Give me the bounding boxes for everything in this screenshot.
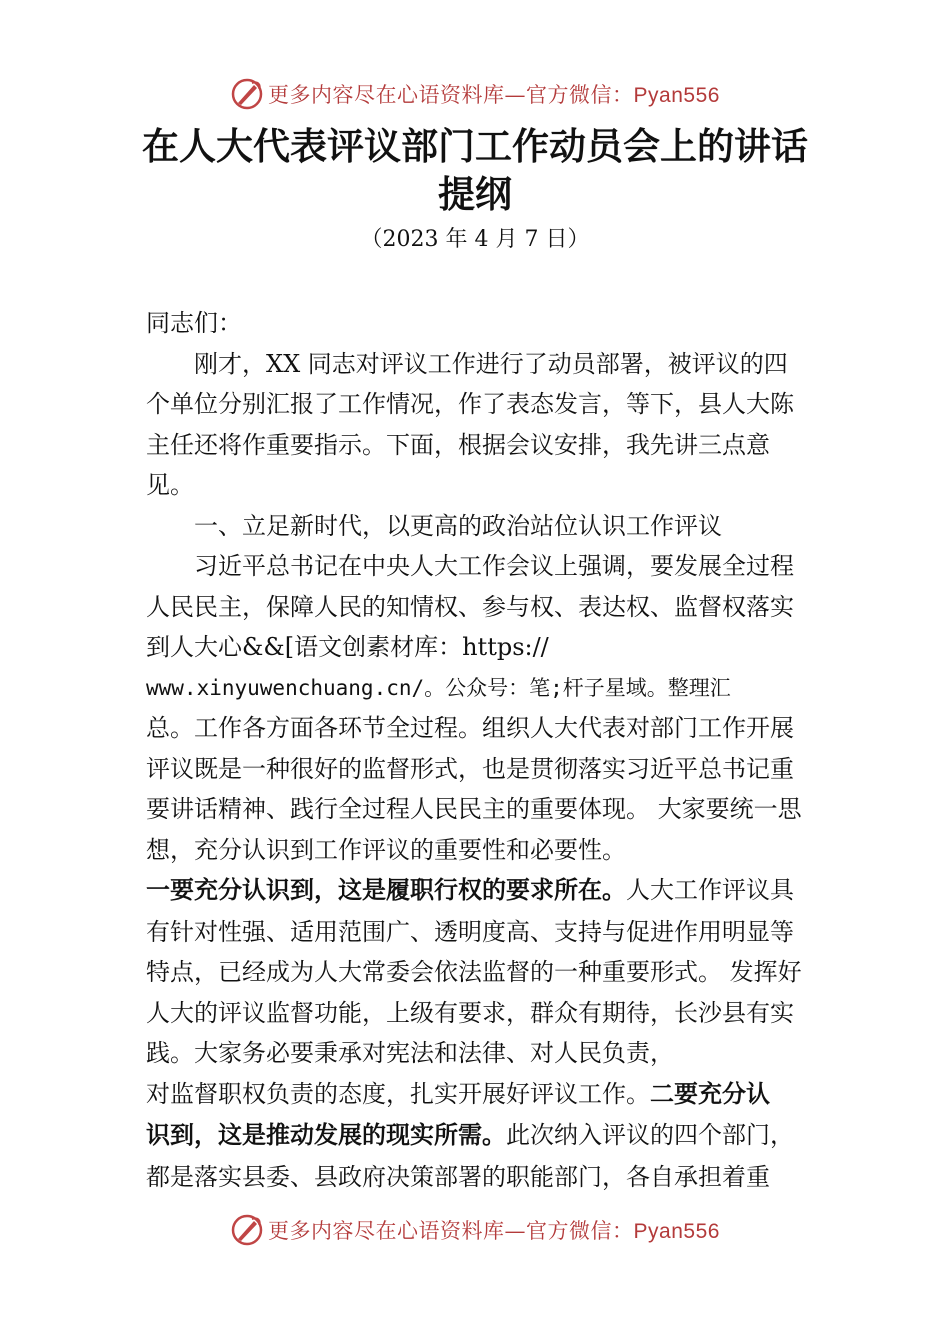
wechat-id: Pyan556 <box>633 84 720 107</box>
bold-point-1: 一要充分认识到，这是履职行权的要求所在。 <box>146 877 626 904</box>
document-title <box>120 122 830 218</box>
banner-text: 更多内容尽在心语资料库—官方微信：Pyan556 <box>268 83 720 107</box>
title-line-2: 提纲 <box>438 172 512 216</box>
document-date: （2023 年 4 月 7 日） <box>360 227 590 252</box>
footer-banner <box>0 1210 950 1250</box>
paragraph-4: 对监督职权负责的态度，扎实开展好评议工作。二要充分认 <box>146 1079 770 1108</box>
paragraph-intro: 刚才，XX 同志对评议工作进行了动员部署，被评议的四个单位分别汇报了工作情况，作了表态发言，等下，县人大陈主任还将作重要指示。下面，根据会议安排，我先讲三点意见。 <box>146 349 794 499</box>
title-line-1: 在人大代表评议部门工作动员会上的讲话 <box>142 124 808 168</box>
paragraph-5: 识到，这是推动发展的现实所需。此次纳入评议的四个部门，都是落实县委、县政府决策部署的职能部门，各自承担着重 <box>146 1121 794 1191</box>
bold-point-2b: 识到，这是推动发展的现实所需。 <box>146 1122 506 1149</box>
paragraph-2: 习近平总书记在中央人大工作会议上强调，要发展全过程人民民主，保障人民的知情权、参与权、表达权、监督权落实到人大心&&[语文创素材库：https:// www.xinyuwenchuang.cn/。公众号：笔;杆子星域。整理汇 总。工作各方面各环节全过程。组织人大代表对部门工作开展评议既是一种很好的监督形式，也是贯彻落实习近平总书记重要讲话精神、践行全过程人民民主的重要体现。 大家要统一思想，充分认识到工作评议的重要性和必要性。 <box>146 546 811 870</box>
bold-point-2a: 二要充分认 <box>650 1080 770 1108</box>
banner-text: 更多内容尽在心语资料库—官方微信：Pyan556 <box>268 1219 720 1243</box>
quill-logo-icon <box>230 77 264 111</box>
greeting: 同志们： <box>146 309 242 337</box>
header-banner <box>0 74 950 114</box>
section-heading-1: 一、立足新时代，以更高的政治站位认识工作评议 <box>194 511 722 540</box>
wechat-id: Pyan556 <box>633 1220 720 1243</box>
source-url-line: www.xinyuwenchuang.cn/。公众号：笔;杆子星域。整理汇 <box>146 675 731 700</box>
paragraph-3: 一要充分认识到，这是履职行权的要求所在。人大工作评议具有针对性强、适用范围广、透明度高、支持与促进作用明显等特点，已经成为人大常委会依法监督的一种重要形式。 发挥好人大的评议监督功能，上级有要求，群众有期待，长沙县有实践。大家务必要秉承对宪法和法律、对人民负责， <box>146 876 802 1067</box>
document-body <box>146 303 811 1197</box>
quill-logo-icon <box>230 1213 264 1247</box>
